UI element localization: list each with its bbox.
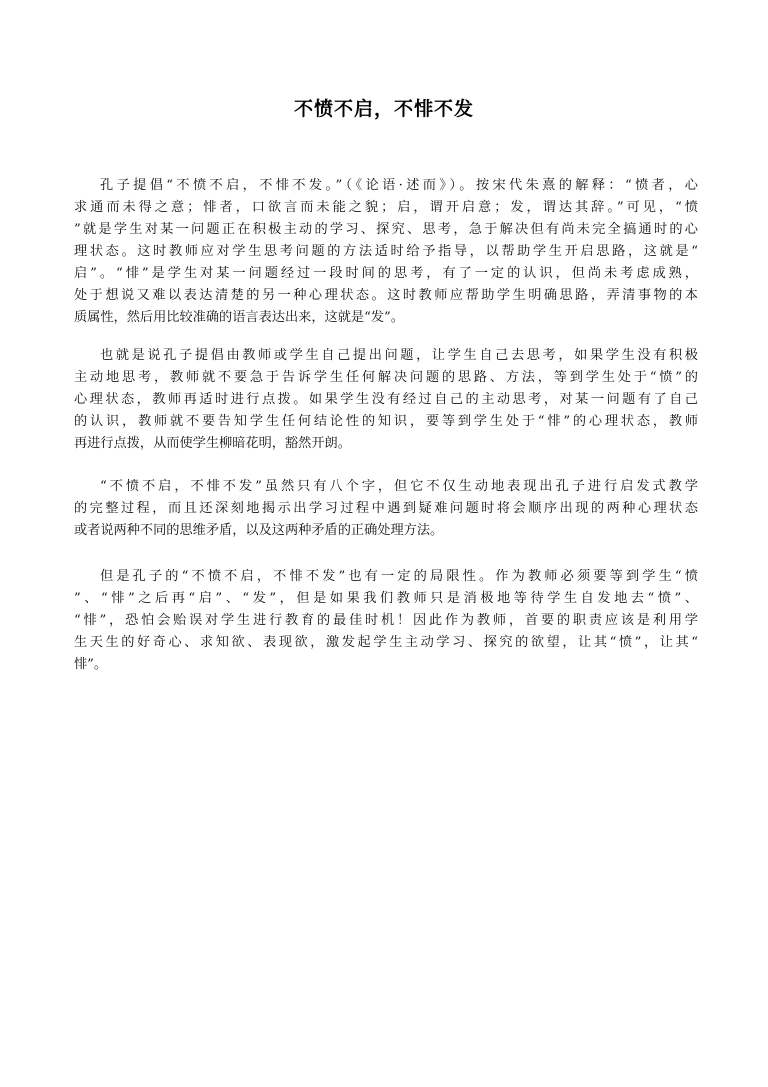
paragraph-line: ”、“悱”之后再“启”、“发”，但是如果我们教师只是消极地等待学生自发地去“愤”、 (74, 591, 698, 606)
paragraph-line: 悱”。 (74, 657, 108, 672)
page-title: 不愤不启，不悱不发 (293, 98, 474, 120)
paragraph-line: 再进行点拨，从而使学生柳暗花明，豁然开朗。 (74, 436, 351, 451)
paragraph-line: “悱”，恐怕会贻误对学生进行教育的最佳时机！因此作为教师，首要的职责应该是利用学 (74, 613, 698, 628)
paragraph-line: 生天生的好奇心、求知欲、表现欲，激发起学生主动学习、探究的欲望，让其“愤”，让其“ (74, 635, 698, 650)
paragraph-line: 也就是说孔子提倡由教师或学生自己提出问题，让学生自己去思考，如果学生没有积极 (100, 348, 698, 363)
paragraph-line: 的完整过程，而且还深刻地揭示出学习过程中遇到疑难问题时将会顺序出现的两种心理状态 (74, 501, 698, 516)
paragraph-line: 启”。“悱”是学生对某一问题经过一段时间的思考，有了一定的认识，但尚未考虑成熟， (74, 266, 698, 281)
paragraph-2 (74, 345, 698, 455)
paragraph-line: 的认识，教师就不要告知学生任何结论性的知识，要等到学生处于“悱”的心理状态，教师 (74, 414, 698, 429)
paragraph-line: “不愤不启，不悱不发”虽然只有八个字，但它不仅生动地表现出孔子进行启发式教学 (100, 479, 698, 494)
paragraph-line: ”就是学生对某一问题正在积极主动的学习、探究、思考，急于解决但有尚未完全搞通时的心 (74, 222, 698, 237)
paragraph-3 (74, 476, 698, 542)
paragraph-line: 但是孔子的“不愤不启，不悱不发”也有一定的局限性。作为教师必须要等到学生“愤 (100, 569, 698, 584)
paragraph-line: 质属性，然后用比较准确的语言表达出来，这就是“发”。 (74, 310, 404, 325)
paragraph-4 (74, 566, 698, 676)
paragraph-line: 心理状态，教师再适时进行点拨。如果学生没有经过自己的主动思考，对某一问题有了自己 (74, 392, 698, 407)
paragraph-line: 孔子提倡“不愤不启，不悱不发。”（《论语·述而》）。按宋代朱熹的解释：“愤者，心 (100, 178, 698, 193)
paragraph-1 (74, 175, 698, 329)
paragraph-line: 求通而未得之意；悱者，口欲言而未能之貌；启，谓开启意；发，谓达其辞。”可见，“愤 (74, 200, 698, 215)
paragraph-line: 或者说两种不同的思维矛盾，以及这两种矛盾的正确处理方法。 (74, 523, 444, 538)
paragraph-line: 处于想说又难以表达清楚的另一种心理状态。这时教师应帮助学生明确思路，弄清事物的本 (74, 288, 698, 303)
paragraph-line: 理状态。这时教师应对学生思考问题的方法适时给予指导，以帮助学生开启思路，这就是“ (74, 244, 698, 259)
paragraph-line: 主动地思考，教师就不要急于告诉学生任何解决问题的思路、方法，等到学生处于“愤”的 (74, 370, 698, 385)
